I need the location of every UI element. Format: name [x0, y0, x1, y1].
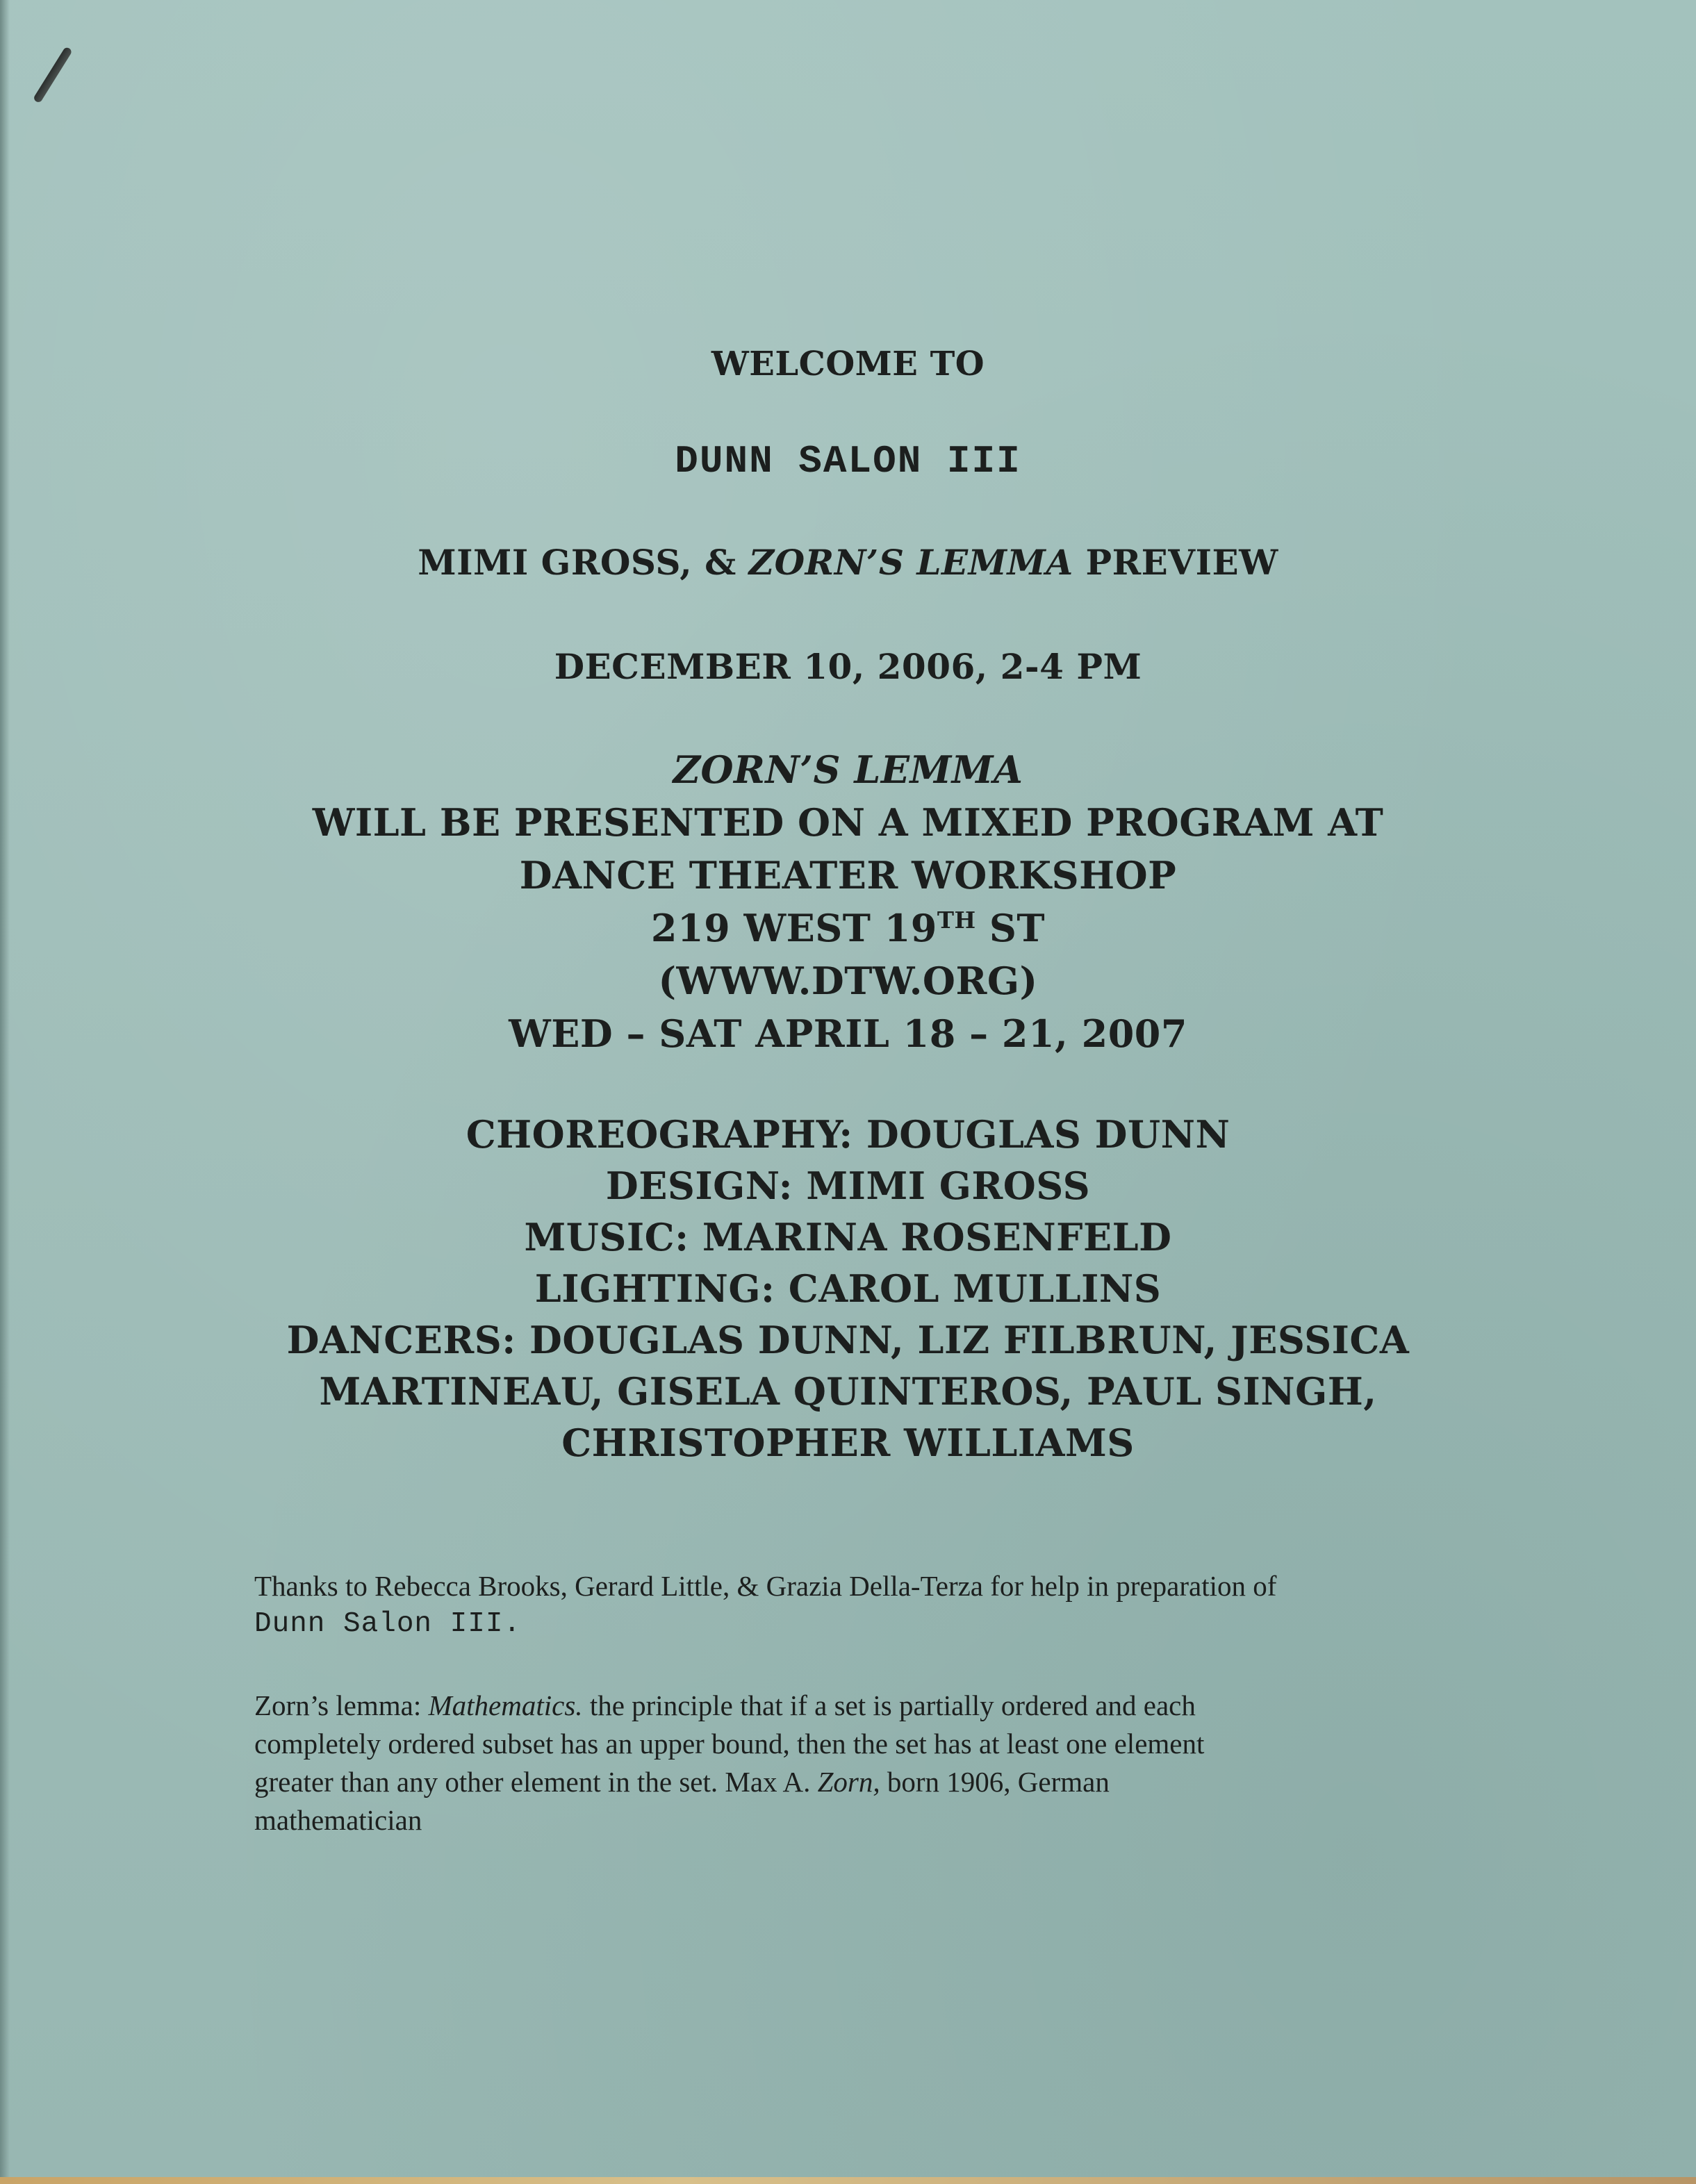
- definition-line: Zorn’s lemma: Mathematics. the principle that if a set is partially ordered and each: [254, 1689, 1196, 1721]
- welcome-heading: WELCOME TO: [711, 345, 985, 383]
- performance-dates: WED – SAT APRIL 18 – 21, 2007: [509, 1011, 1187, 1056]
- credit-line: MARTINEAU, GISELA QUINTEROS, PAUL SINGH,: [319, 1369, 1377, 1414]
- credits-block: [0, 1109, 1696, 1469]
- venue-name: DANCE THEATER WORKSHOP: [519, 853, 1177, 897]
- credit-line: MUSIC: MARINA ROSENFELD: [524, 1215, 1172, 1259]
- definition-line: greater than any other element in the set. Max A. Zorn, born 1906, German: [254, 1766, 1110, 1798]
- credit-line: DESIGN: MIMI GROSS: [605, 1164, 1091, 1208]
- credit-line: LIGHTING: CAROL MULLINS: [534, 1266, 1162, 1311]
- preview-subtitle: MIMI GROSS, & ZORN’S LEMMA PREVIEW: [418, 542, 1278, 583]
- venue-website: (WWW.DTW.ORG): [658, 959, 1038, 1003]
- staple-mark: [33, 46, 73, 104]
- definition-line: mathematician: [254, 1804, 422, 1836]
- event-date: DECEMBER 10, 2006, 2-4 PM: [554, 646, 1142, 687]
- credit-line: CHOREOGRAPHY: DOUGLAS DUNN: [466, 1112, 1230, 1157]
- venue-address: 219 WEST 19TH ST: [650, 906, 1046, 950]
- work-title: ZORN’S LEMMA: [673, 747, 1023, 792]
- thanks-paragraph: Thanks to Rebecca Brooks, Gerard Little, & Grazia Della-Terza for help in preparation of Dunn Salon III.: [254, 1570, 1277, 1640]
- credit-line: CHRISTOPHER WILLIAMS: [561, 1421, 1135, 1465]
- mixed-program-line: WILL BE PRESENTED ON A MIXED PROGRAM AT: [312, 800, 1384, 845]
- table-edge-strip: [0, 2177, 1696, 2184]
- paper-edge-shadow: [0, 0, 10, 2184]
- salon-title: DUNN SALON III: [675, 439, 1021, 483]
- program-block: [0, 743, 1696, 1060]
- definition-line: completely ordered subset has an upper bound, then the set has at least one element: [254, 1728, 1205, 1760]
- definition-paragraph: [254, 1687, 1491, 1839]
- credit-line: DANCERS: DOUGLAS DUNN, LIZ FILBRUN, JESSICA: [286, 1318, 1410, 1362]
